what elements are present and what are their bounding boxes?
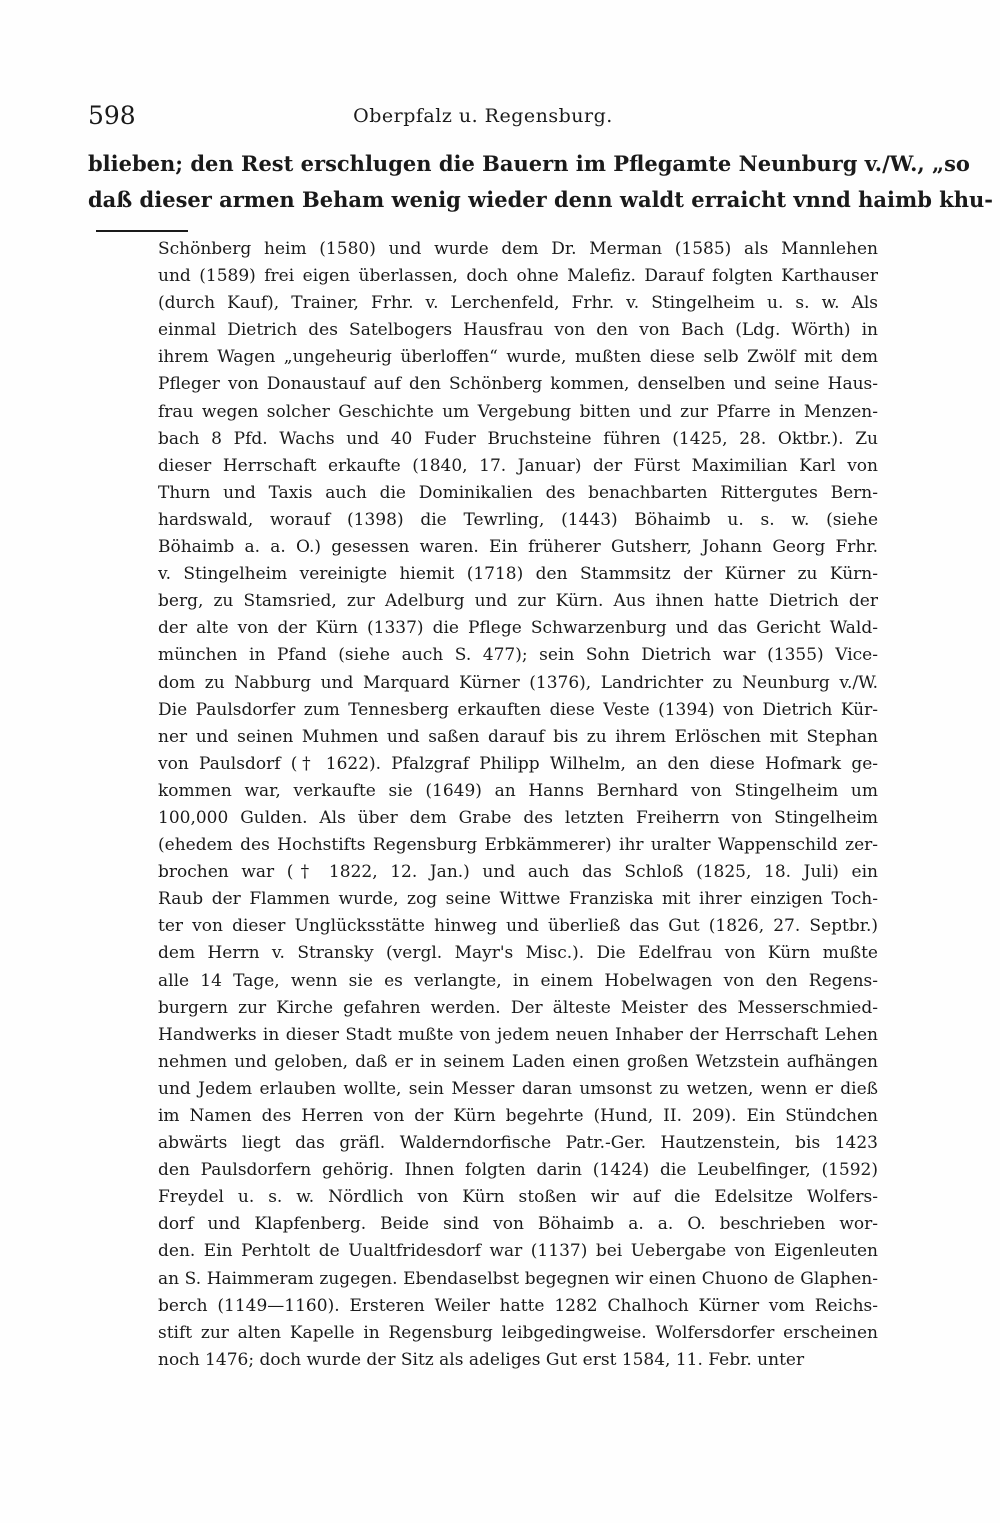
footnote-line: dom zu Nabburg und Marquard Kürner (1376), Landrichter zu Neunburg v./W. xyxy=(158,672,878,693)
footnote-line: Schönberg heim (1580) und wurde dem Dr. Merman (1585) als Mannlehen xyxy=(158,239,878,259)
footnote-line: noch 1476; doch wurde der Sitz als adeliges Gut erst 1584, 11. Febr. unter xyxy=(158,1349,805,1370)
footnote-line: Raub der Flammen wurde, zog seine Wittwe Franziska mit ihrer einzigen Toch- xyxy=(158,889,878,910)
footnote-divider xyxy=(96,230,188,232)
footnote-line: einmal Dietrich des Satelbogers Hausfrau von den von Bach (Ldg. Wörth) in xyxy=(158,320,878,341)
footnote-line: 100,000 Gulden. Als über dem Grabe des letzten Freiherrn von Stingelheim xyxy=(158,807,878,828)
footnote-line: Thurn und Taxis auch die Dominikalien des benachbarten Rittergutes Bern- xyxy=(158,482,878,503)
footnote-line: und (1589) frei eigen überlassen, doch ohne Malefiz. Darauf folgten Karthauser xyxy=(158,266,878,287)
footnote-line: ter von dieser Unglücksstätte hinweg und überließ das Gut (1826, 27. Septbr.) xyxy=(158,916,878,937)
page-header xyxy=(88,98,878,134)
footnote-line: burgern zur Kirche gefahren werden. Der älteste Meister des Messerschmied- xyxy=(158,997,878,1018)
footnote-line: frau wegen solcher Geschichte um Vergebung bitten und zur Pfarre in Menzen- xyxy=(158,401,878,422)
footnote-line: dieser Herrschaft erkaufte (1840, 17. Januar) der Fürst Maximilian Karl von xyxy=(158,455,878,476)
footnote-line: Böhaimb a. a. O.) gesessen waren. Ein früherer Gutsherr, Johann Georg Frhr. xyxy=(158,537,878,558)
footnote-line: dem Herrn v. Stransky (vergl. Mayr's Misc.). Die Edelfrau von Kürn mußte xyxy=(158,943,878,964)
footnote-line: den Paulsdorfern gehörig. Ihnen folgten darin (1424) die Leubelfinger, (1592) xyxy=(158,1160,878,1181)
footnote-line: ihrem Wagen „ungeheurig überloffen“ wurde, mußten diese selb Zwölf mit dem xyxy=(158,347,878,368)
footnote-line: berg, zu Stamsried, zur Adelburg und zur Kürn. Aus ihnen hatte Dietrich der xyxy=(158,591,878,612)
footnote xyxy=(158,236,878,1374)
footnote-line: dorf und Klapfenberg. Beide sind von Böhaimb a. a. O. beschrieben wor- xyxy=(158,1214,878,1235)
page-number: 598 xyxy=(88,101,136,130)
footnote-line: kommen war, verkaufte sie (1649) an Hanns Bernhard von Stingelheim um xyxy=(158,780,878,801)
running-head: Oberpfalz u. Regensburg. xyxy=(353,105,613,127)
footnote-line: berch (1149—1160). Ersteren Weiler hatte 1282 Chalhoch Kürner vom Reichs- xyxy=(158,1295,878,1316)
footnote-line: von Paulsdorf († 1622). Pfalzgraf Philipp Wilhelm, an den diese Hofmark ge- xyxy=(158,753,878,774)
footnote-line: Die Paulsdorfer zum Tennesberg erkauften diese Veste (1394) von Dietrich Kür- xyxy=(158,699,878,720)
footnote-line: v. Stingelheim vereinigte hiemit (1718) den Stammsitz der Kürner zu Kürn- xyxy=(158,564,878,585)
footnote-line: (durch Kauf), Trainer, Frhr. v. Lerchenfeld, Frhr. v. Stingelheim u. s. w. Als xyxy=(158,293,878,314)
footnote-line: Freydel u. s. w. Nördlich von Kürn stoßen wir auf die Edelsitze Wolfers- xyxy=(158,1187,878,1208)
footnote-line: Pfleger von Donaustauf auf den Schönberg kommen, denselben und seine Haus- xyxy=(158,374,878,395)
footnote-line: im Namen des Herren von der Kürn begehrte (Hund, II. 209). Ein Stündchen xyxy=(158,1106,878,1126)
footnote-line: an S. Haimmeram zugegen. Ebendaselbst begegnen wir einen Chuono de Glaphen- xyxy=(158,1268,878,1289)
footnote-line: der alte von der Kürn (1337) die Pflege Schwarzenburg und das Gericht Wald- xyxy=(158,618,878,639)
footnote-line: abwärts liegt das gräfl. Walderndorfische Patr.-Ger. Hautzenstein, bis 1423 xyxy=(158,1133,878,1154)
main-text-line: daß dieser armen Beham wenig wieder denn waldt erraicht vnnd haimb khu- xyxy=(88,187,993,212)
footnote-line: münchen in Pfand (siehe auch S. 477); sein Sohn Dietrich war (1355) Vice- xyxy=(158,645,878,666)
footnote-line: Handwerks in dieser Stadt mußte von jedem neuen Inhaber der Herrschaft Lehen xyxy=(158,1024,878,1045)
footnote-line: ner und seinen Muhmen und saßen darauf bis zu ihrem Erlöschen mit Stephan xyxy=(158,726,878,747)
footnote-line: und Jedem erlauben wollte, sein Messer daran umsonst zu wetzen, wenn er dieß xyxy=(158,1078,878,1099)
footnote-line: bach 8 Pfd. Wachs und 40 Fuder Bruchsteine führen (1425, 28. Oktbr.). Zu xyxy=(158,428,878,449)
main-text-line: blieben; den Rest erschlugen die Bauern im Pflegamte Neunburg v./W., „so xyxy=(88,151,970,176)
footnote-line: hardswald, worauf (1398) die Tewrling, (1443) Böhaimb u. s. w. (siehe xyxy=(158,509,878,530)
footnote-line: alle 14 Tage, wenn sie es verlangte, in einem Hobelwagen von den Regens- xyxy=(158,970,878,991)
footnote-line: brochen war († 1822, 12. Jan.) und auch das Schloß (1825, 18. Juli) ein xyxy=(158,862,878,883)
footnote-line: den. Ein Perhtolt de Uualtfridesdorf war (1137) bei Uebergabe von Eigenleuten xyxy=(158,1241,878,1262)
footnote-line: nehmen und geloben, daß er in seinem Laden einen großen Wetzstein aufhängen xyxy=(158,1051,878,1072)
footnote-line: stift zur alten Kapelle in Regensburg leibgedingweise. Wolfersdorfer erscheinen xyxy=(158,1322,878,1343)
main-text xyxy=(88,146,993,218)
footnote-line: (ehedem des Hochstifts Regensburg Erbkämmerer) ihr uralter Wappenschild zer- xyxy=(158,835,878,856)
